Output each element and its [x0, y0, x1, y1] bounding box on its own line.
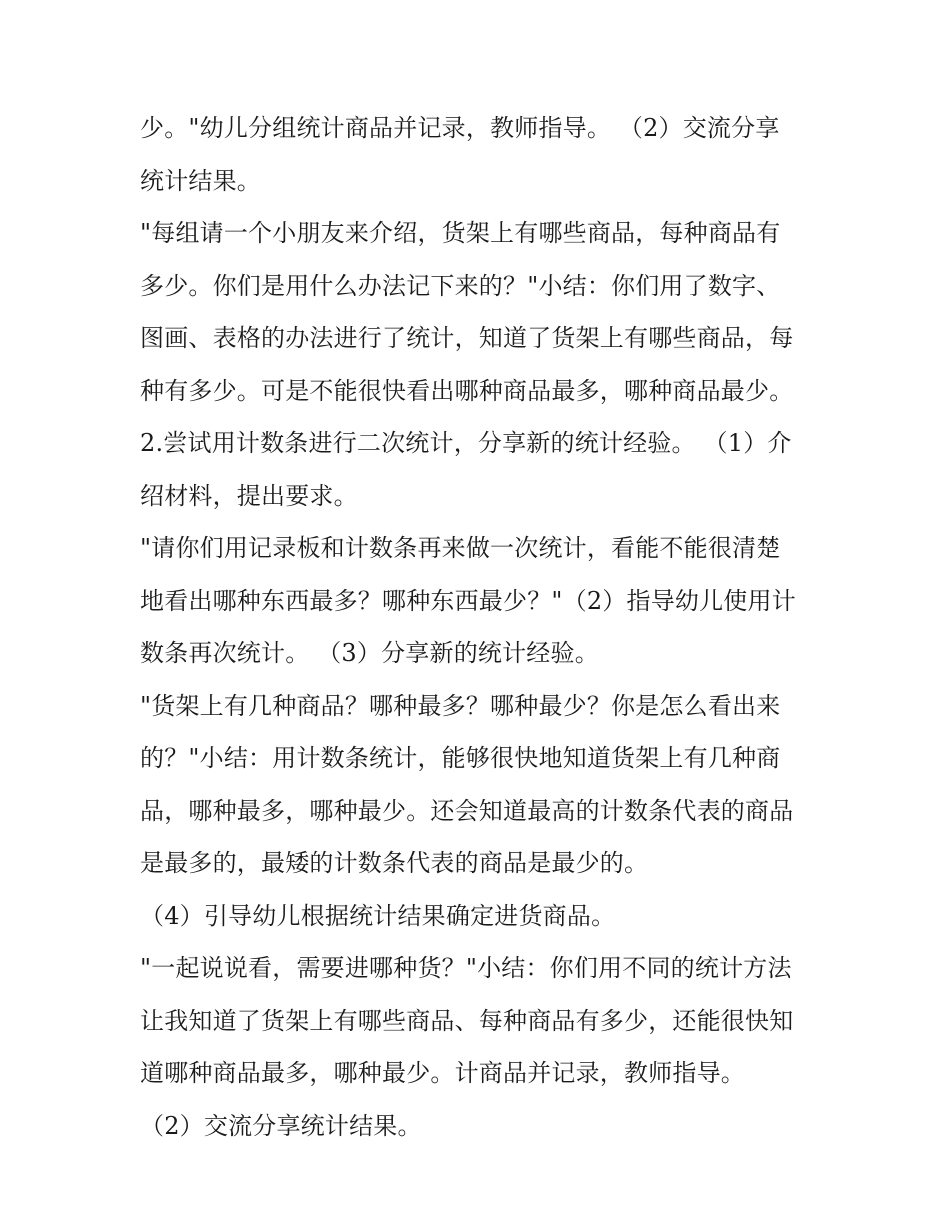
text-line: 品，哪种最多，哪种最少。还会知道最高的计数条代表的商品	[140, 796, 794, 825]
text-line: 图画、表格的办法进行了统计，知道了货架上有哪些商品，每	[140, 324, 794, 352]
document-body	[140, 106, 820, 1156]
text-line: 多少。你们是用什么办法记下来的？"小结：你们用了数字、	[140, 271, 781, 300]
text-line: 让我知道了货架上有哪些商品、每种商品有多少，还能很快知	[140, 1006, 794, 1035]
text-line: 地看出哪种东西最多？哪种东西最少？"（2）指导幼儿使用计	[140, 586, 796, 615]
text-line: "请你们用记录板和计数条再来做一次统计，看能不能很清楚	[140, 534, 781, 562]
text-line: 绍材料，提出要求。	[140, 481, 358, 510]
text-line: "一起说说看，需要进哪种货？"小结：你们用不同的统计方法	[140, 954, 792, 982]
text-line: 2.尝试用计数条进行二次统计，分享新的统计经验。 （1）介	[140, 429, 792, 457]
text-line: "货架上有几种商品？哪种最多？哪种最少？你是怎么看出来	[140, 691, 781, 720]
text-line: 少。"幼儿分组统计商品并记录，教师指导。 （2）交流分享	[140, 114, 780, 142]
text-line: 是最多的，最矮的计数条代表的商品是最少的。	[140, 849, 649, 877]
text-line: （4）引导幼儿根据统计结果确定进货商品。	[140, 901, 616, 930]
text-line: （2）交流分享统计结果。	[140, 1111, 422, 1140]
text-line: 种有多少。可是不能很快看出哪种商品最多，哪种商品最少。	[140, 376, 794, 405]
text-line: 统计结果。	[140, 166, 261, 195]
text-line: 数条再次统计。 （3）分享新的统计经验。	[140, 639, 599, 667]
text-line: "每组请一个小朋友来介绍，货架上有哪些商品，每种商品有	[140, 219, 781, 247]
text-line: 的？"小结：用计数条统计，能够很快地知道货架上有几种商	[140, 744, 781, 772]
text-line: 道哪种商品最多，哪种最少。计商品并记录，教师指导。	[140, 1059, 745, 1087]
